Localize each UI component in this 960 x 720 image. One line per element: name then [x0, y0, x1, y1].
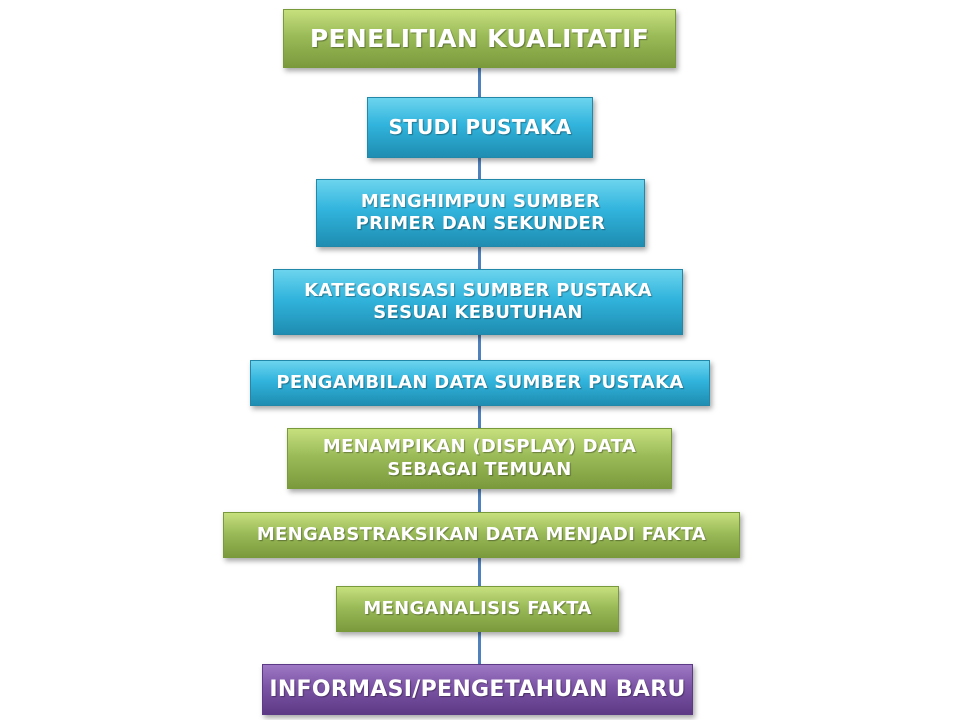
step-informasi-pengetahuan-baru: INFORMASI/PENGETAHUAN BARU	[262, 664, 693, 715]
step-studi-pustaka: STUDI PUSTAKA	[367, 97, 593, 158]
step-kategorisasi-sumber: KATEGORISASI SUMBER PUSTAKA SESUAI KEBUTUHAN	[273, 269, 683, 335]
step-menganalisis-fakta: MENGANALISIS FAKTA	[336, 586, 619, 632]
step-menghimpun-sumber: MENGHIMPUN SUMBER PRIMER DAN SEKUNDER	[316, 179, 645, 247]
step-menampilkan-data: MENAMPIKAN (DISPLAY) DATA SEBAGAI TEMUAN	[287, 428, 672, 489]
step-penelitian-kualitatif: PENELITIAN KUALITATIF	[283, 9, 676, 68]
step-pengambilan-data: PENGAMBILAN DATA SUMBER PUSTAKA	[250, 360, 710, 406]
step-mengabstraksikan-data: MENGABSTRAKSIKAN DATA MENJADI FAKTA	[223, 512, 740, 558]
